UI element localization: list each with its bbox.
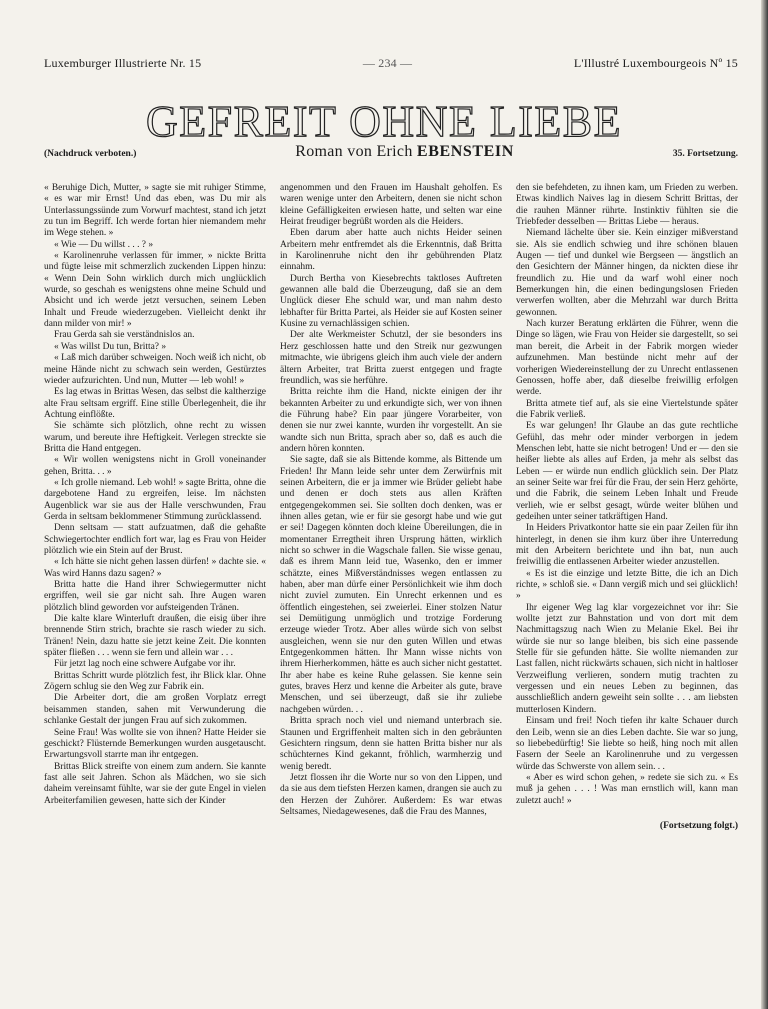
byline-row <box>44 143 738 161</box>
paragraph: Britta reichte ihm die Hand, nickte einigen der ihr bekannten Arbeiter zu und erkundigte sich, wer von ihnen die Führung habe? Ein paar jüngere Vorarbeiter, von denen sie nur zwei kannte, wurden ihr vorgestellt. An sie wandte sich nun Britta, sprach aber so, daß es auch die andern hören konnten. <box>280 387 502 454</box>
page-number: — 234 — <box>362 56 413 70</box>
paragraph: « Laß mich darüber schweigen. Noch weiß ich nicht, ob meine Hände nicht zu schwach sein werden, Gestürztes wieder aufzurichten. Und nun, Mutter — leb wohl! » <box>44 353 266 386</box>
paragraph: « Aber es wird schon gehen, » redete sie sich zu. « Es muß ja gehen . . . ! Was man ernstlich will, kann man zuletzt auch! » <box>516 772 738 806</box>
paragraph: Einsam und frei! Noch tiefen ihr kalte Schauer durch den Leib, wenn sie an dies Leben dachte. Sie war so jung, so liebebedürftig! Sie liebte so heiß, hing noch mit allen Fasern der Seele an Karolinenruhe und zu vergessen würde das Schwerste von allem sein. . . <box>516 716 738 772</box>
paragraph: Seine Frau! Was wollte sie von ihnen? Hatte Heider sie geschickt? Flüsternde Bemerkungen wurden ausgetauscht. Erwartungsvoll starrte man ihr entgegen. <box>44 727 266 761</box>
byline <box>295 143 514 161</box>
paragraph: Der alte Werkmeister Schutzl, der sie besonders ins Herz geschlossen hatte und den Streik nur gezwungen mitmachte, wie übrigens gleich ihm auch viele der andern ältern Arbeiter, trat Britta zuerst entgegen und fragte freundlich, was sie herführe. <box>280 330 502 386</box>
installment-number: 35. Fortsetzung. <box>672 149 738 159</box>
column-3 <box>516 183 738 999</box>
continuation-note: (Fortsetzung folgt.) <box>659 820 738 831</box>
paragraph: Durch Bertha von Kiesebrechts taktloses Auftreten gewannen alle bald die Überzeugung, daß sie an dem Unglück dieser Ehe schuld war, und man nahm desto lebhafter für Britta Partei, als Heider sie auf Kosten seiner Kusine zu vernachlässigen schien. <box>280 273 502 330</box>
reprint-notice: (Nachdruck verboten.) <box>44 149 137 159</box>
paragraph: Nach kurzer Beratung erklärten die Führer, wenn die Dinge so lägen, wie Frau von Heider sie dargestellt, so sei man bereit, die Arbeit in der Fabrik morgen wieder aufzunehmen. Man bestünde nicht mehr auf der vorherigen Wiedereinstellung der zu Unrecht entlassenen Genossen, hoffe aber, daß dieselbe freiwillig erfolgen werde. <box>516 319 738 398</box>
paragraph: « Es ist die einzige und letzte Bitte, die ich an Dich richte, » schloß sie. « Dann vergiß mich und sei glücklich! » <box>516 568 738 602</box>
paragraph: Sie sagte, daß sie als Bittende komme, als Bittende um Frieden! Ihr Mann leide sehr unter dem Zerwürfnis mit seinen Arbeitern, die er ja immer wie Brüder geliebt habe und denen er doch stets aus allen Kräften entgegengekommen sei. Sie sollten doch denken, was er ihnen alles getan, wie er für sie gesorgt habe und wie gut er sei! Dagegen könnten doch kleine Übereilungen, die in momentaner Erregtheit ihren Ursprung hätten, wirklich nicht so schwer in die Wagschale fallen. Sie wisse genau, daß es ihrem Mann leid tue, Wasenko, den er immer schätzte, eines Mißverständnisses wegen entlassen zu haben, aber man dürfe einer Persönlichkeit wie ihm doch nicht zuviel zumuten. Ein Unrecht erkennen und es öffentlich eingestehen, sei zweierlei. Einer stolzen Natur sei Demütigung unmöglich und trotzige Forderung erzeuge wieder Trotz. Aber alles würde sich von selbst ausgleichen, wenn sie nur den guten Willen und etwas Entgegenkommen hätten. Ihr Mann wisse nichts von ihrem Hierherkommen, hätte es auch sicher nicht gestattet. Ihr aber habe es keine Ruhe gelassen. Sie kenne sein gutes, braves Herz und kenne die Arbeiter als gute, brave Menschen, und sei überzeugt, daß sie ihr zuliebe nachgeben würden. . . <box>280 455 502 715</box>
paragraph: Frau Gerda sah sie verständnislos an. <box>54 330 195 341</box>
paragraph: Eben darum aber hatte auch nichts Heider seinen Arbeitern mehr entfremdet als die Erkenntnis, daß Britta in Karolinenruhe nicht den ihr gebührenden Platz einnahm. <box>280 228 502 273</box>
article-columns <box>44 183 738 999</box>
paragraph: Brittas Blick streifte von einem zum andern. Sie kannte fast alle seit Jahren. Schon als Mädchen, wo sie sich daheim vereinsamt fühlte, war sie der gute Engel in vielen Arbeiterfamilien gewesen, hatte sich der Kinder <box>44 761 266 806</box>
paragraph: Britta hatte die Hand ihrer Schwiegermutter nicht ergriffen, weil sie gar nicht sah. Ihre Augen waren plötzlich blind geworden vor aufsteigenden Tränen. <box>44 580 266 613</box>
paragraph: Denn seltsam — statt aufzuatmen, daß die gehaßte Schwiegertochter endlich fort war, lag es Frau von Heider plötzlich wie ein Stein auf der Brust. <box>44 523 266 556</box>
paragraph: den sie befehdeten, zu ihnen kam, um Frieden zu werben. Etwas kindlich Naives lag in diesem Schritt Brittas, der die rauhen Männer rührte. Instinktiv fühlten sie die Triebfeder desselben — Brittas Liebe — heraus. <box>516 183 738 228</box>
paragraph: « Beruhige Dich, Mutter, » sagte sie mit ruhiger Stimme, « es war mir Ernst! Und das eben, was Du mir als Unterlassungssünde zum Vorwurf machtest, stand ich jetzt zu tun im Begriff. Ich werde fortan hier niemandem mehr im Wege stehen. » <box>44 183 266 239</box>
byline-prefix: Roman von Erich <box>295 143 417 160</box>
paragraph: Es war gelungen! Ihr Glaube an das gute rechtliche Gefühl, das mehr oder minder verborgen in jedem Menschen lebt, hatte sie nicht betrogen! Und er — den sie heißer liebte als alles auf Erden, ja mehr als selbst das Leben — er würde nun endlich glücklich sein. Der Platz an seiner Seite war frei für die Frau, der sein Herz gehörte, und die Fabrik, die seinem Leben Inhalt und Freude verlieh, wie er selbst gesagt, würde weiter blühen und gedeihen unter seiner tatkräftigen Hand. <box>516 421 738 522</box>
page-edge-shadow <box>761 0 768 1009</box>
paragraph: Sie schämte sich plötzlich, ohne recht zu wissen warum, und bereute ihre Heftigkeit. Verlegen streckte sie Britta die Hand entgegen. <box>44 421 266 454</box>
paragraph: Die Arbeiter dort, die am großen Vorplatz erregt beisammen standen, sahen mit Verwunderung die schlanke Gestalt der jungen Frau auf sich zukommen. <box>44 693 266 727</box>
paragraph: Niemand lächelte über sie. Kein einziger mißverstand sie. Als sie endlich schwieg und ihre schönen blauen Augen — tief und dunkel wie Bergseen — ängstlich an den Gesichtern der Männer hingen, da nickten diese ihr freundlich zu. Hie und da warf wohl einer noch Bemerkungen hin, die einen bedingungslosen Frieden verwerfen wollten, aber die Mehrzahl war durch Britta gewonnen. <box>516 228 738 318</box>
paragraph: Die kalte klare Winterluft draußen, die eisig über ihre brennende Stirn strich, brachte sie rasch wieder zu sich. Tränen! Nein, dazu hatte sie jetzt keine Zeit. Die konnten später fließen . . . wenn sie fern und allein war . . . <box>44 614 266 659</box>
paragraph: « Was willst Du tun, Britta? » <box>54 341 167 352</box>
paragraph: Ihr eigener Weg lag klar vorgezeichnet vor ihr: Sie wollte jetzt zur Bahnstation und von dort mit dem Nachmittagszug nach Wien zu Melanie Ekel. Bei ihr würde sie nur so lange bleiben, bis sich eine passende Stelle für sie gefunden hätte. Sie wollte niemanden zur Last fallen, nicht rückwärts schauen, sich nicht in haltloser Verzweiflung verlieren, sondern mutig trachten zu vergessen und ein neues Leben zu beginnen, das ausschließlich andern geweiht sein sollte . . . am liebsten mutterlosen Kindern. <box>516 602 738 715</box>
paragraph: Für jetzt lag noch eine schwere Aufgabe vor ihr. <box>54 659 236 670</box>
paragraph: In Heiders Privatkontor hatte sie ein paar Zeilen für ihn hinterlegt, in denen sie ihm kurz über ihre Unterredung mit den Arbeitern berichtete und ihn bat, nun auch freiwillig die entlassenen Arbeiter wieder anzustellen. <box>516 523 738 568</box>
paragraph: Britta sprach noch viel und niemand unterbrach sie. Staunen und Ergriffenheit malten sich in den gebräunten Gesichtern ringsum, denn sie hatten Britta bisher nur als schüchternes Kind gekannt, fröhlich, warmherzig und wenig beredt. <box>280 716 502 772</box>
column-1 <box>44 183 266 999</box>
paragraph: Es lag etwas in Brittas Wesen, das selbst die kaltherzige alte Frau seltsam ergriff. Eine stille Überlegenheit, die ihr Achtung einflößte. <box>44 387 266 420</box>
paragraph: « Wir wollen wenigstens nicht in Groll voneinander gehen, Britta. . . » <box>44 455 266 477</box>
paragraph: Brittas Schritt wurde plötzlich fest, ihr Blick klar. Ohne Zögern schlug sie den Weg zur Fabrik ein. <box>44 670 266 693</box>
story-title: GEFREIT OHNE LIEBE <box>146 97 622 146</box>
paragraph: Jetzt flossen ihr die Worte nur so von den Lippen, und da sie aus dem tiefsten Herzen kamen, drangen sie auch zu den Herzen der Zuhörer. Außerdem: Es war etwas Seltsames, Niedagewesenes, daß die Frau des Mannes, <box>280 772 502 817</box>
column-2 <box>280 183 502 999</box>
paragraph: Britta atmete tief auf, als sie eine Viertelstunde später die Fabrik verließ. <box>516 398 738 420</box>
paragraph: « Wie — Du willst . . . ? » <box>54 239 154 250</box>
paragraph: « Ich hätte sie nicht gehen lassen dürfen! » dachte sie. « Was wird Hanns dazu sagen? » <box>44 557 266 579</box>
author-name: EBENSTEIN <box>416 143 514 160</box>
paragraph: angenommen und den Frauen im Haushalt geholfen. Es waren wenige unter den Arbeitern, denen sie nicht schon kleine Gefälligkeiten erwiesen hatte, und selten war eine Heirat freudiger begrüßt worden als die Heiders. <box>280 183 502 228</box>
page-header <box>44 56 738 71</box>
header-right: L'Illustré Luxembourgeois Nº 15 <box>573 56 738 70</box>
header-left: Luxemburger Illustrierte Nr. 15 <box>44 56 202 70</box>
paragraph: « Ich grolle niemand. Leb wohl! » sagte Britta, ohne die dargebotene Hand zu ergreifen, leise. Im nächsten Augenblick war sie aus der Halle verschwunden, Frau Gerda in seltsam beklommener Stimmung zurücklassend. <box>44 477 266 522</box>
paragraph: « Karolinenruhe verlassen für immer, » nickte Britta und fügte leise mit schmerzlich zuckenden Lippen hinzu: « Wenn Dein Sohn wirklich durch mich unglücklich wurde, so geschah es wenigstens ohne meine Schuld und Absicht und ich werde jetzt versuchen, seinem Leben Inhalt und Freude wiederzugeben. Vielleicht denkt ihr dann milder von mir! » <box>44 251 266 330</box>
